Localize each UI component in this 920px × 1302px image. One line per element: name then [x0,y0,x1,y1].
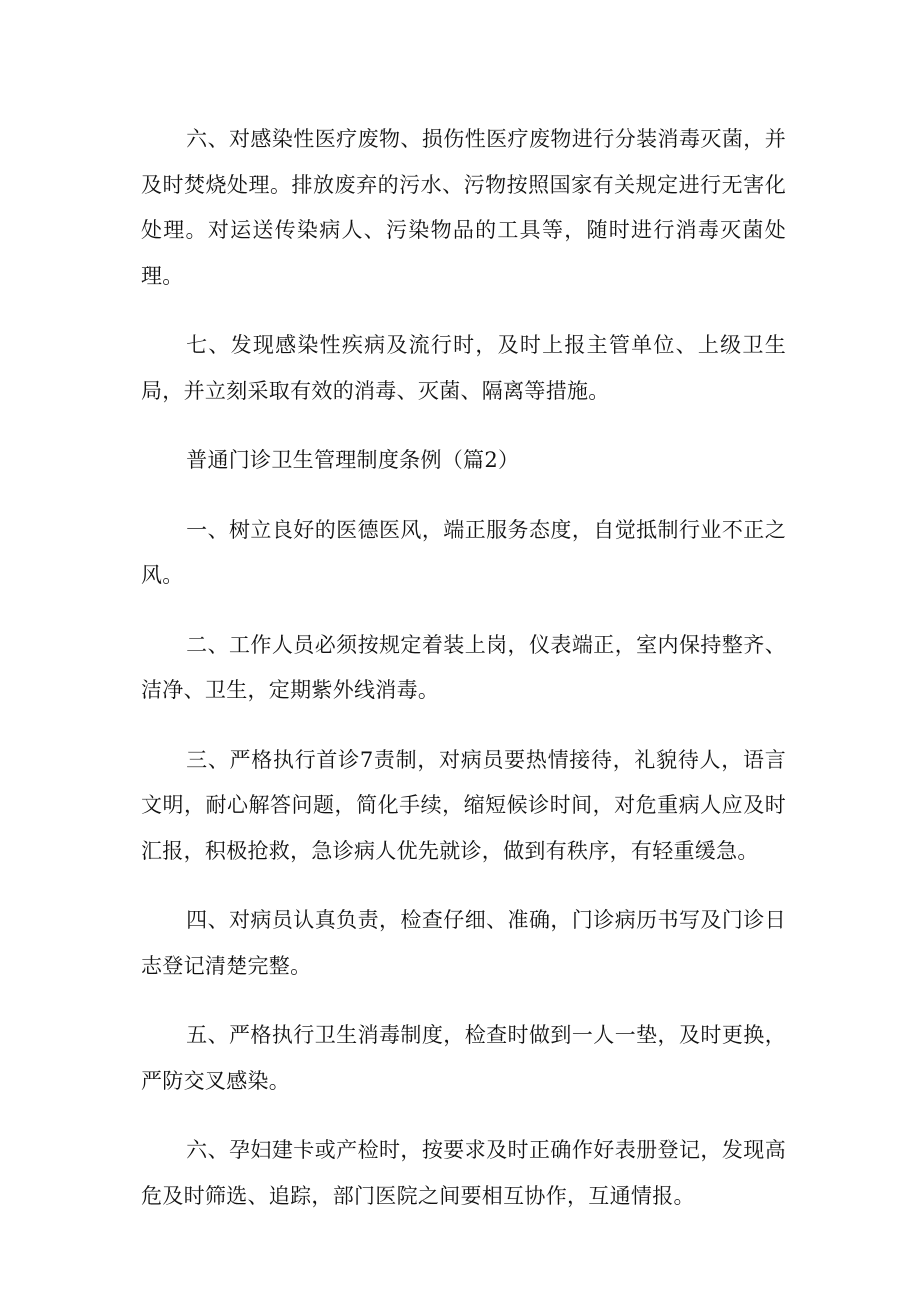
section-heading: 普通门诊卫生管理制度条例（篇2） [186,448,520,472]
paragraph-item-4: 四、对病员认真负责，检查仔细、准确，门诊病历书写及门诊日志登记清楚完整。 [141,908,786,978]
paragraph-item-7-report: 七、发现感染性疾病及流行时，及时上报主管单位、上级卫生局，并立刻采取有效的消毒、灭菌、隔离等措施。 [141,333,786,403]
paragraph-item-6: 六、孕妇建卡或产检时，按要求及时正确作好表册登记，发现高危及时筛选、追踪，部门医院之间要相互协作，互通情报。 [141,1138,786,1208]
paragraph-item-1: 一、树立良好的医德医风，端正服务态度，自觉抵制行业不正之风。 [141,517,786,587]
paragraph-item-2: 二、工作人员必须按规定着装上岗，仪表端正，室内保持整齐、洁净、卫生，定期紫外线消毒。 [141,632,786,702]
paragraph-item-3: 三、严格执行首诊7责制，对病员要热情接待，礼貌待人，语言文明，耐心解答问题，简化手续，缩短候诊时间，对危重病人应及时汇报，积极抢救，急诊病人优先就诊，做到有秩序，有轻重缓急。 [141,747,786,863]
paragraph-item-6-waste: 六、对感染性医疗废物、损伤性医疗废物进行分装消毒灭菌，并及时焚烧处理。排放废弃的污水、污物按照国家有关规定进行无害化处理。对运送传染病人、污染物品的工具等，随时进行消毒灭菌处理。 [141,127,786,288]
paragraph-item-5: 五、严格执行卫生消毒制度，检查时做到一人一垫，及时更换，严防交叉感染。 [141,1023,786,1093]
document-body [141,117,786,1243]
